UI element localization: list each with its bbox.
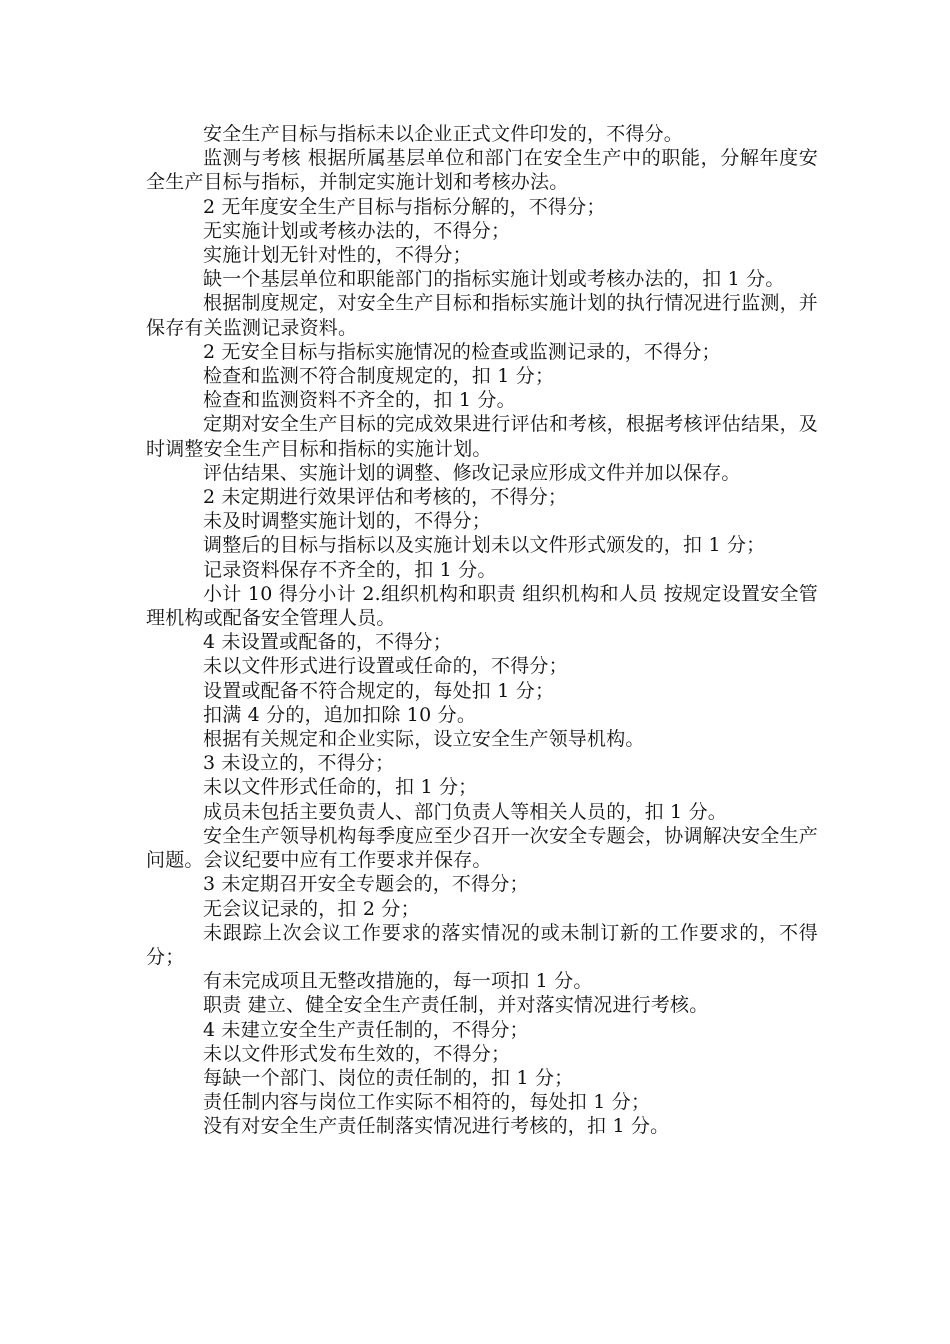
paragraph: 缺一个基层单位和职能部门的指标实施计划或考核办法的，扣 1 分。 — [203, 268, 785, 291]
paragraph: 安全生产领导机构每季度应至少召开一次安全专题会，协调解决安全生产问题。会议纪要中应有工作要求并保存。 — [146, 824, 818, 872]
paragraph: 2 未定期进行效果评估和考核的，不得分； — [203, 486, 568, 509]
paragraph: 扣满 4 分的，追加扣除 10 分。 — [203, 703, 477, 726]
paragraph: 检查和监测资料不齐全的，扣 1 分。 — [203, 389, 516, 412]
paragraph: 责任制内容与岗位工作实际不相符的，每处扣 1 分； — [203, 1091, 651, 1114]
paragraph: 无会议记录的，扣 2 分； — [203, 897, 420, 920]
paragraph: 检查和监测不符合制度规定的，扣 1 分； — [203, 365, 555, 388]
paragraph: 根据制度规定，对安全生产目标和指标实施计划的执行情况进行监测，并保存有关监测记录资料。 — [146, 292, 818, 339]
paragraph: 监测与考核 根据所属基层单位和部门在安全生产中的职能，分解年度安全生产目标与指标，并制定实施计划和考核办法。 — [146, 147, 818, 194]
paragraph: 2 无安全目标与指标实施情况的检查或监测记录的，不得分； — [203, 340, 721, 363]
document-body — [146, 122, 818, 1139]
paragraph: 职责 建立、健全安全生产责任制，并对落实情况进行考核。 — [203, 994, 709, 1017]
paragraph: 记录资料保存不齐全的，扣 1 分。 — [203, 558, 497, 581]
paragraph: 小计 10 得分小计 2.组织机构和职责 组织机构和人员 按规定设置安全管理机构或配备安全管理人员。 — [146, 582, 818, 630]
paragraph: 定期对安全生产目标的完成效果进行评估和考核，根据考核评估结果，及时调整安全生产目标和指标的实施计划。 — [146, 413, 818, 460]
paragraph: 未以文件形式发布生效的，不得分； — [203, 1042, 511, 1065]
paragraph: 没有对安全生产责任制落实情况进行考核的，扣 1 分。 — [203, 1115, 670, 1138]
paragraph: 未以文件形式进行设置或任命的，不得分； — [203, 655, 568, 678]
paragraph: 实施计划无针对性的，不得分； — [203, 244, 472, 267]
paragraph: 3 未定期召开安全专题会的，不得分； — [203, 873, 529, 896]
paragraph: 未以文件形式任命的，扣 1 分； — [203, 776, 478, 799]
paragraph: 评估结果、实施计划的调整、修改记录应形成文件并加以保存。 — [203, 461, 741, 484]
paragraph: 3 未设立的，不得分； — [203, 752, 395, 775]
paragraph: 无实施计划或考核办法的，不得分； — [203, 219, 511, 242]
paragraph: 成员未包括主要负责人、部门负责人等相关人员的，扣 1 分。 — [203, 800, 727, 823]
paragraph: 有未完成项且无整改措施的，每一项扣 1 分。 — [203, 970, 593, 993]
paragraph: 2 无年度安全生产目标与指标分解的，不得分； — [203, 195, 606, 218]
paragraph: 未跟踪上次会议工作要求的落实情况的或未制订新的工作要求的，不得分； — [146, 921, 818, 968]
paragraph: 根据有关规定和企业实际，设立安全生产领导机构。 — [203, 728, 645, 751]
paragraph: 每缺一个部门、岗位的责任制的，扣 1 分； — [203, 1066, 574, 1089]
paragraph: 未及时调整实施计划的，不得分； — [203, 510, 492, 533]
paragraph: 4 未设置或配备的，不得分； — [203, 631, 452, 654]
paragraph: 调整后的目标与指标以及实施计划未以文件形式颁发的，扣 1 分； — [203, 534, 766, 557]
paragraph: 4 未建立安全生产责任制的，不得分； — [203, 1018, 529, 1041]
paragraph: 安全生产目标与指标未以企业正式文件印发的，不得分。 — [203, 123, 684, 145]
paragraph: 设置或配备不符合规定的，每处扣 1 分； — [203, 679, 555, 702]
